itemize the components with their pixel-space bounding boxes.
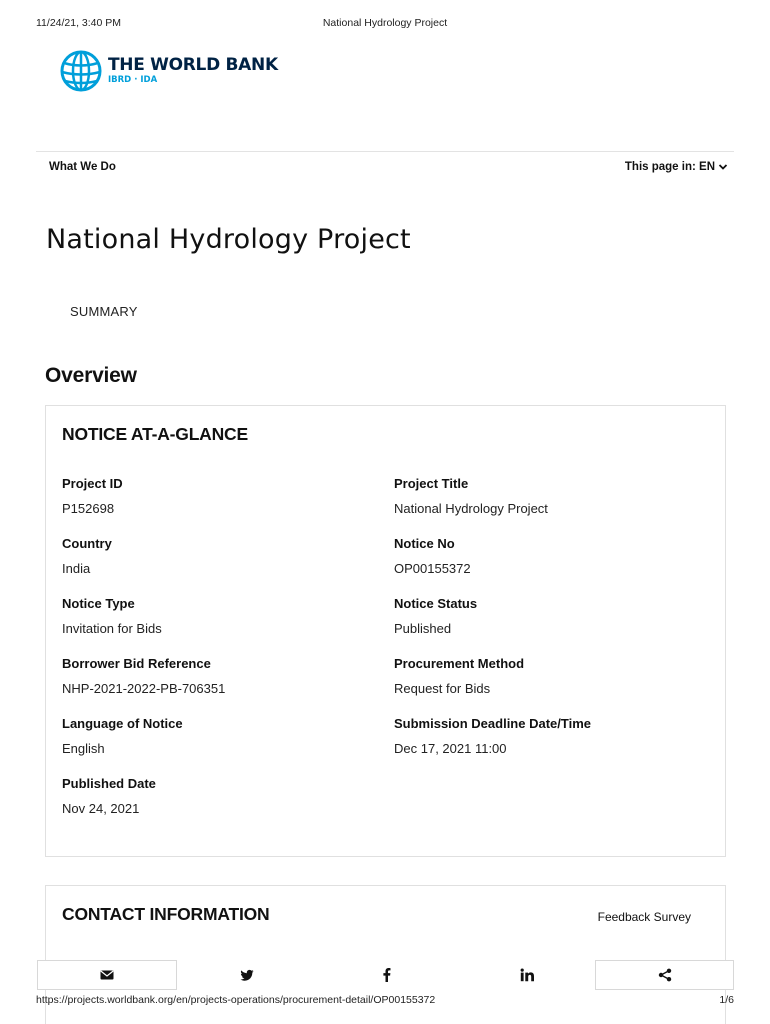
field-country [62, 536, 112, 576]
field-value: NHP-2021-2022-PB-706351 [62, 681, 226, 696]
page-title: National Hydrology Project [46, 224, 411, 255]
facebook-icon [380, 968, 394, 982]
logo-name: THE WORLD BANK [108, 55, 278, 75]
print-page-number: 1/6 [719, 994, 734, 1006]
field-value: National Hydrology Project [394, 501, 548, 516]
field-label: Submission Deadline Date/Time [394, 716, 591, 731]
globe-icon [60, 50, 102, 92]
share-icon [658, 968, 672, 982]
tab-summary[interactable]: SUMMARY [70, 304, 138, 319]
field-label: Language of Notice [62, 716, 183, 731]
field-value: India [62, 561, 91, 576]
field-label: Procurement Method [394, 656, 525, 671]
nav-what-we-do[interactable]: What We Do [49, 161, 116, 173]
field-procurement-method [394, 656, 524, 696]
card-title: NOTICE AT-A-GLANCE [62, 424, 248, 444]
field-label: Borrower Bid Reference [62, 656, 211, 671]
email-share-button[interactable] [37, 960, 177, 990]
field-label: Country [62, 536, 112, 551]
print-header [36, 17, 734, 31]
field-published-date [62, 776, 156, 816]
print-footer [36, 994, 734, 1008]
print-title: National Hydrology Project [322, 17, 448, 29]
field-submission-deadline [394, 716, 591, 756]
field-value: English [62, 741, 105, 756]
field-label: Notice Type [62, 596, 135, 611]
world-bank-logo[interactable] [60, 50, 278, 92]
language-selector[interactable] [625, 161, 728, 173]
field-label: Published Date [62, 776, 156, 791]
field-value: Nov 24, 2021 [62, 801, 140, 816]
overview-heading: Overview [45, 364, 137, 387]
print-datetime: 11/24/21, 3:40 PM [36, 17, 122, 29]
field-label: Notice Status [394, 596, 478, 611]
twitter-share-button[interactable] [177, 960, 317, 990]
field-notice-no [394, 536, 471, 576]
share-button[interactable] [595, 960, 734, 990]
field-borrower-bid-reference [62, 656, 225, 696]
linkedin-icon [520, 968, 534, 982]
facebook-share-button[interactable] [317, 960, 457, 990]
notice-at-a-glance-card [45, 405, 726, 857]
field-project-title [394, 476, 548, 516]
linkedin-share-button[interactable] [457, 960, 597, 990]
field-language-of-notice [62, 716, 183, 756]
email-icon [100, 968, 114, 982]
twitter-icon [240, 968, 254, 982]
logo-subtitle: IBRD · IDA [108, 75, 158, 85]
field-label: Project ID [62, 476, 123, 491]
share-bar [37, 960, 734, 990]
field-notice-status [394, 596, 477, 636]
feedback-survey-link[interactable]: Feedback Survey [597, 910, 691, 924]
field-value: P152698 [62, 501, 115, 516]
contact-card-title: CONTACT INFORMATION [62, 904, 270, 924]
logo-text [108, 56, 278, 86]
language-label: This page in: EN [624, 161, 715, 173]
field-value: Dec 17, 2021 11:00 [394, 741, 507, 756]
field-notice-type [62, 596, 162, 636]
field-project-id [62, 476, 123, 516]
print-url: https://projects.worldbank.org/en/projects-operations/procurement-detail/OP00155372 [36, 994, 436, 1006]
field-value: Invitation for Bids [62, 621, 162, 636]
chevron-down-icon [718, 162, 728, 172]
nav-divider [36, 151, 734, 152]
field-value: Published [394, 621, 452, 636]
field-value: OP00155372 [394, 561, 471, 576]
field-label: Project Title [394, 476, 469, 491]
field-value: Request for Bids [394, 681, 491, 696]
field-label: Notice No [394, 536, 455, 551]
